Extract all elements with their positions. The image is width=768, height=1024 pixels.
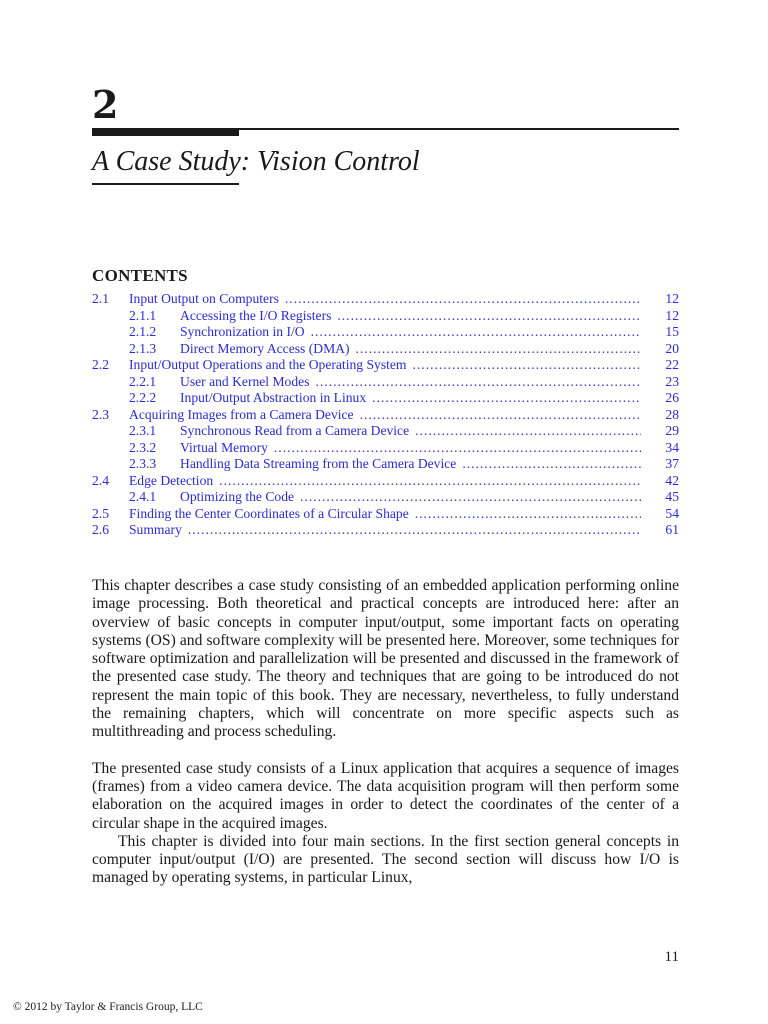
toc-dot-leader [219,473,641,490]
toc-dot-leader [311,324,641,341]
toc-entry-number: 2.5 [92,505,109,521]
toc-entry-number: 2.1 [92,291,109,306]
toc-entry[interactable] [92,357,679,374]
chapter-title-underline [92,183,239,185]
toc-entry-page: 29 [665,423,679,438]
toc-entry-title: Synchronous Read from a Camera Device [180,423,410,438]
toc-entry-title: Acquiring Images from a Camera Device [129,406,354,422]
chapter-title: A Case Study: Vision Control [92,146,420,177]
toc-entry-number: 2.1.1 [129,307,157,323]
toc-entry-title: Summary [129,522,182,537]
toc-entry-number: 2.6 [92,522,109,537]
toc-entry-number: 2.1.3 [129,340,157,356]
toc-entry[interactable] [92,374,679,391]
toc-entry[interactable] [92,456,679,473]
toc-entry[interactable] [92,390,679,407]
toc-dot-leader [285,291,641,308]
toc-entry-number: 2.2 [92,357,109,372]
toc-entry-page: 45 [665,489,679,504]
toc-dot-leader [188,522,641,539]
paragraph: The presented case study consists of a Linux application that acquires a sequence of images (frames) from a video camera device. The data acquisition program will then perform some elaboration on the acquired images in order to detect the coordinates of the center of a circular shape in the acquired images. [92,759,679,832]
toc-entry-page: 28 [665,406,679,422]
chapter-rule-accent [92,128,239,136]
toc-entry-number: 2.4 [92,472,109,488]
toc-entry-page: 23 [665,373,679,389]
toc-entry-page: 42 [665,472,679,488]
contents-heading: CONTENTS [92,266,188,285]
toc-dot-leader [300,489,641,506]
toc-entry[interactable] [92,341,679,358]
toc-dot-leader [413,357,642,374]
paragraph: This chapter describes a case study consisting of an embedded application performing online image processing. Both theoretical and practical concepts are introduced here: after an overview of basic concepts in computer input/output, some important facts on operating systems (OS) and software complexity will be presented here. Moreover, some techniques for software optimization and parallelization will be presented and discussed in the framework of the presented case study. The theory and techniques that are going to be introduced do not represent the main topic of this book. They are necessary, nevertheless, to fully understand the remaining chapters, which will concentrate on more specific aspects such as multithreading and process scheduling. [92,577,679,741]
toc-dot-leader [372,390,641,407]
toc-entry-number: 2.2.2 [129,390,157,405]
toc-entry[interactable] [92,440,679,457]
toc-entry-page: 26 [665,390,679,405]
toc-entry[interactable] [92,324,679,341]
toc-entry-number: 2.4.1 [129,489,157,504]
toc-entry[interactable] [92,291,679,308]
toc-entry[interactable] [92,489,679,506]
toc-entry-title: Input/Output Operations and the Operating System [129,357,407,372]
toc-entry-page: 15 [665,324,679,339]
page-number: 11 [664,949,679,965]
toc-dot-leader [356,341,642,358]
toc-dot-leader [415,423,641,440]
toc-entry-page: 20 [665,340,679,356]
toc-entry-number: 2.3.2 [129,439,157,455]
toc-entry-title: Finding the Center Coordinates of a Circular Shape [129,505,409,521]
toc-entry-title: Direct Memory Access (DMA) [180,340,350,356]
copyright-notice: © 2012 by Taylor & Francis Group, LLC [13,1001,203,1013]
toc-dot-leader [274,440,641,457]
body-text [92,577,679,888]
chapter-number: 2 [92,82,119,127]
toc-dot-leader [315,374,641,391]
toc-entry[interactable] [92,473,679,490]
toc-entry-title: Synchronization in I/O [180,324,305,339]
toc-entry[interactable] [92,407,679,424]
toc-entry-number: 2.2.1 [129,373,157,389]
toc-entry-number: 2.3.3 [129,456,157,471]
toc-entry-number: 2.3 [92,406,109,422]
toc-entry-title: Input Output on Computers [129,291,279,306]
toc-entry[interactable] [92,423,679,440]
toc-entry-title: User and Kernel Modes [180,373,310,389]
toc-entry-page: 12 [665,307,679,323]
toc-entry-title: Edge Detection [129,472,214,488]
toc-dot-leader [337,308,641,325]
toc-entry-title: Input/Output Abstraction in Linux [180,390,367,405]
toc-entry[interactable] [92,308,679,325]
toc-dot-leader [415,506,641,523]
paragraph: This chapter is divided into four main sections. In the first section general concepts in computer input/output (I/O) are presented. The second section will discuss how I/O is managed by operating systems, in particular Linux, [92,832,679,887]
toc-dot-leader [462,456,641,473]
toc-entry-number: 2.1.2 [129,324,157,339]
toc-entry-page: 22 [665,357,679,372]
toc-entry-page: 12 [665,291,679,306]
toc-entry-title: Handling Data Streaming from the Camera Device [180,456,457,471]
toc-entry-page: 54 [665,505,679,521]
toc-entry-page: 34 [665,439,679,455]
table-of-contents [92,291,679,539]
toc-entry-page: 61 [665,522,679,537]
toc-dot-leader [360,407,641,424]
toc-entry-title: Optimizing the Code [180,489,295,504]
toc-entry-title: Accessing the I/O Registers [180,307,332,323]
toc-entry-page: 37 [665,456,679,471]
toc-entry-number: 2.3.1 [129,423,157,438]
toc-entry[interactable] [92,522,679,539]
toc-entry-title: Virtual Memory [180,439,268,455]
toc-entry[interactable] [92,506,679,523]
